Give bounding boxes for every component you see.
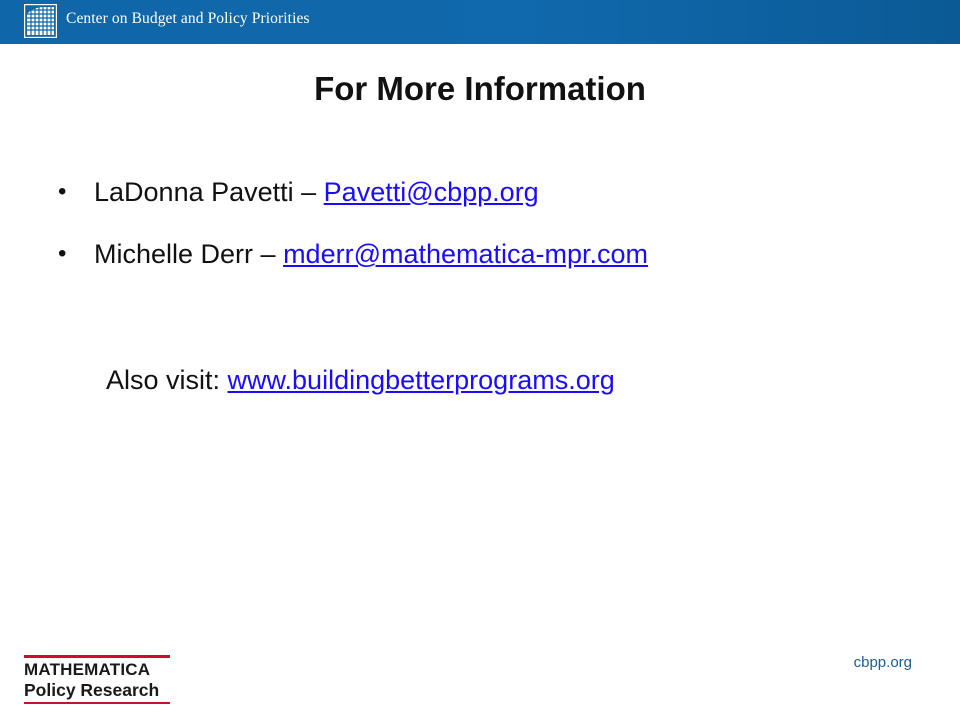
logo-bottom-rule — [24, 702, 170, 704]
email-link-pavetti[interactable]: Pavetti@cbpp.org — [323, 177, 539, 207]
cbpp-grid-logo-icon — [24, 4, 57, 38]
contact-name: LaDonna Pavetti – — [94, 177, 324, 207]
org-name: Center on Budget and Policy Priorities — [66, 10, 310, 27]
contact-name: Michelle Derr – — [94, 239, 284, 269]
also-visit-label: Also visit: — [106, 365, 228, 395]
page-title: For More Information — [314, 70, 646, 107]
logo-line1: MATHEMATICA — [24, 660, 151, 679]
email-link-derr[interactable]: mderr@mathematica-mpr.com — [283, 239, 649, 269]
logo-top-rule — [24, 655, 170, 658]
footer-site-url: cbpp.org — [853, 654, 912, 671]
header-bar — [0, 0, 960, 44]
website-link[interactable]: www.buildingbetterprograms.org — [227, 365, 615, 395]
contact-entry — [94, 234, 648, 274]
contact-entry — [94, 172, 539, 212]
logo-line2: Policy Research — [24, 680, 160, 700]
bullet-icon: • — [58, 240, 67, 267]
mathematica-logo — [24, 655, 174, 704]
also-visit-line — [106, 360, 615, 400]
bullet-icon: • — [58, 178, 67, 205]
